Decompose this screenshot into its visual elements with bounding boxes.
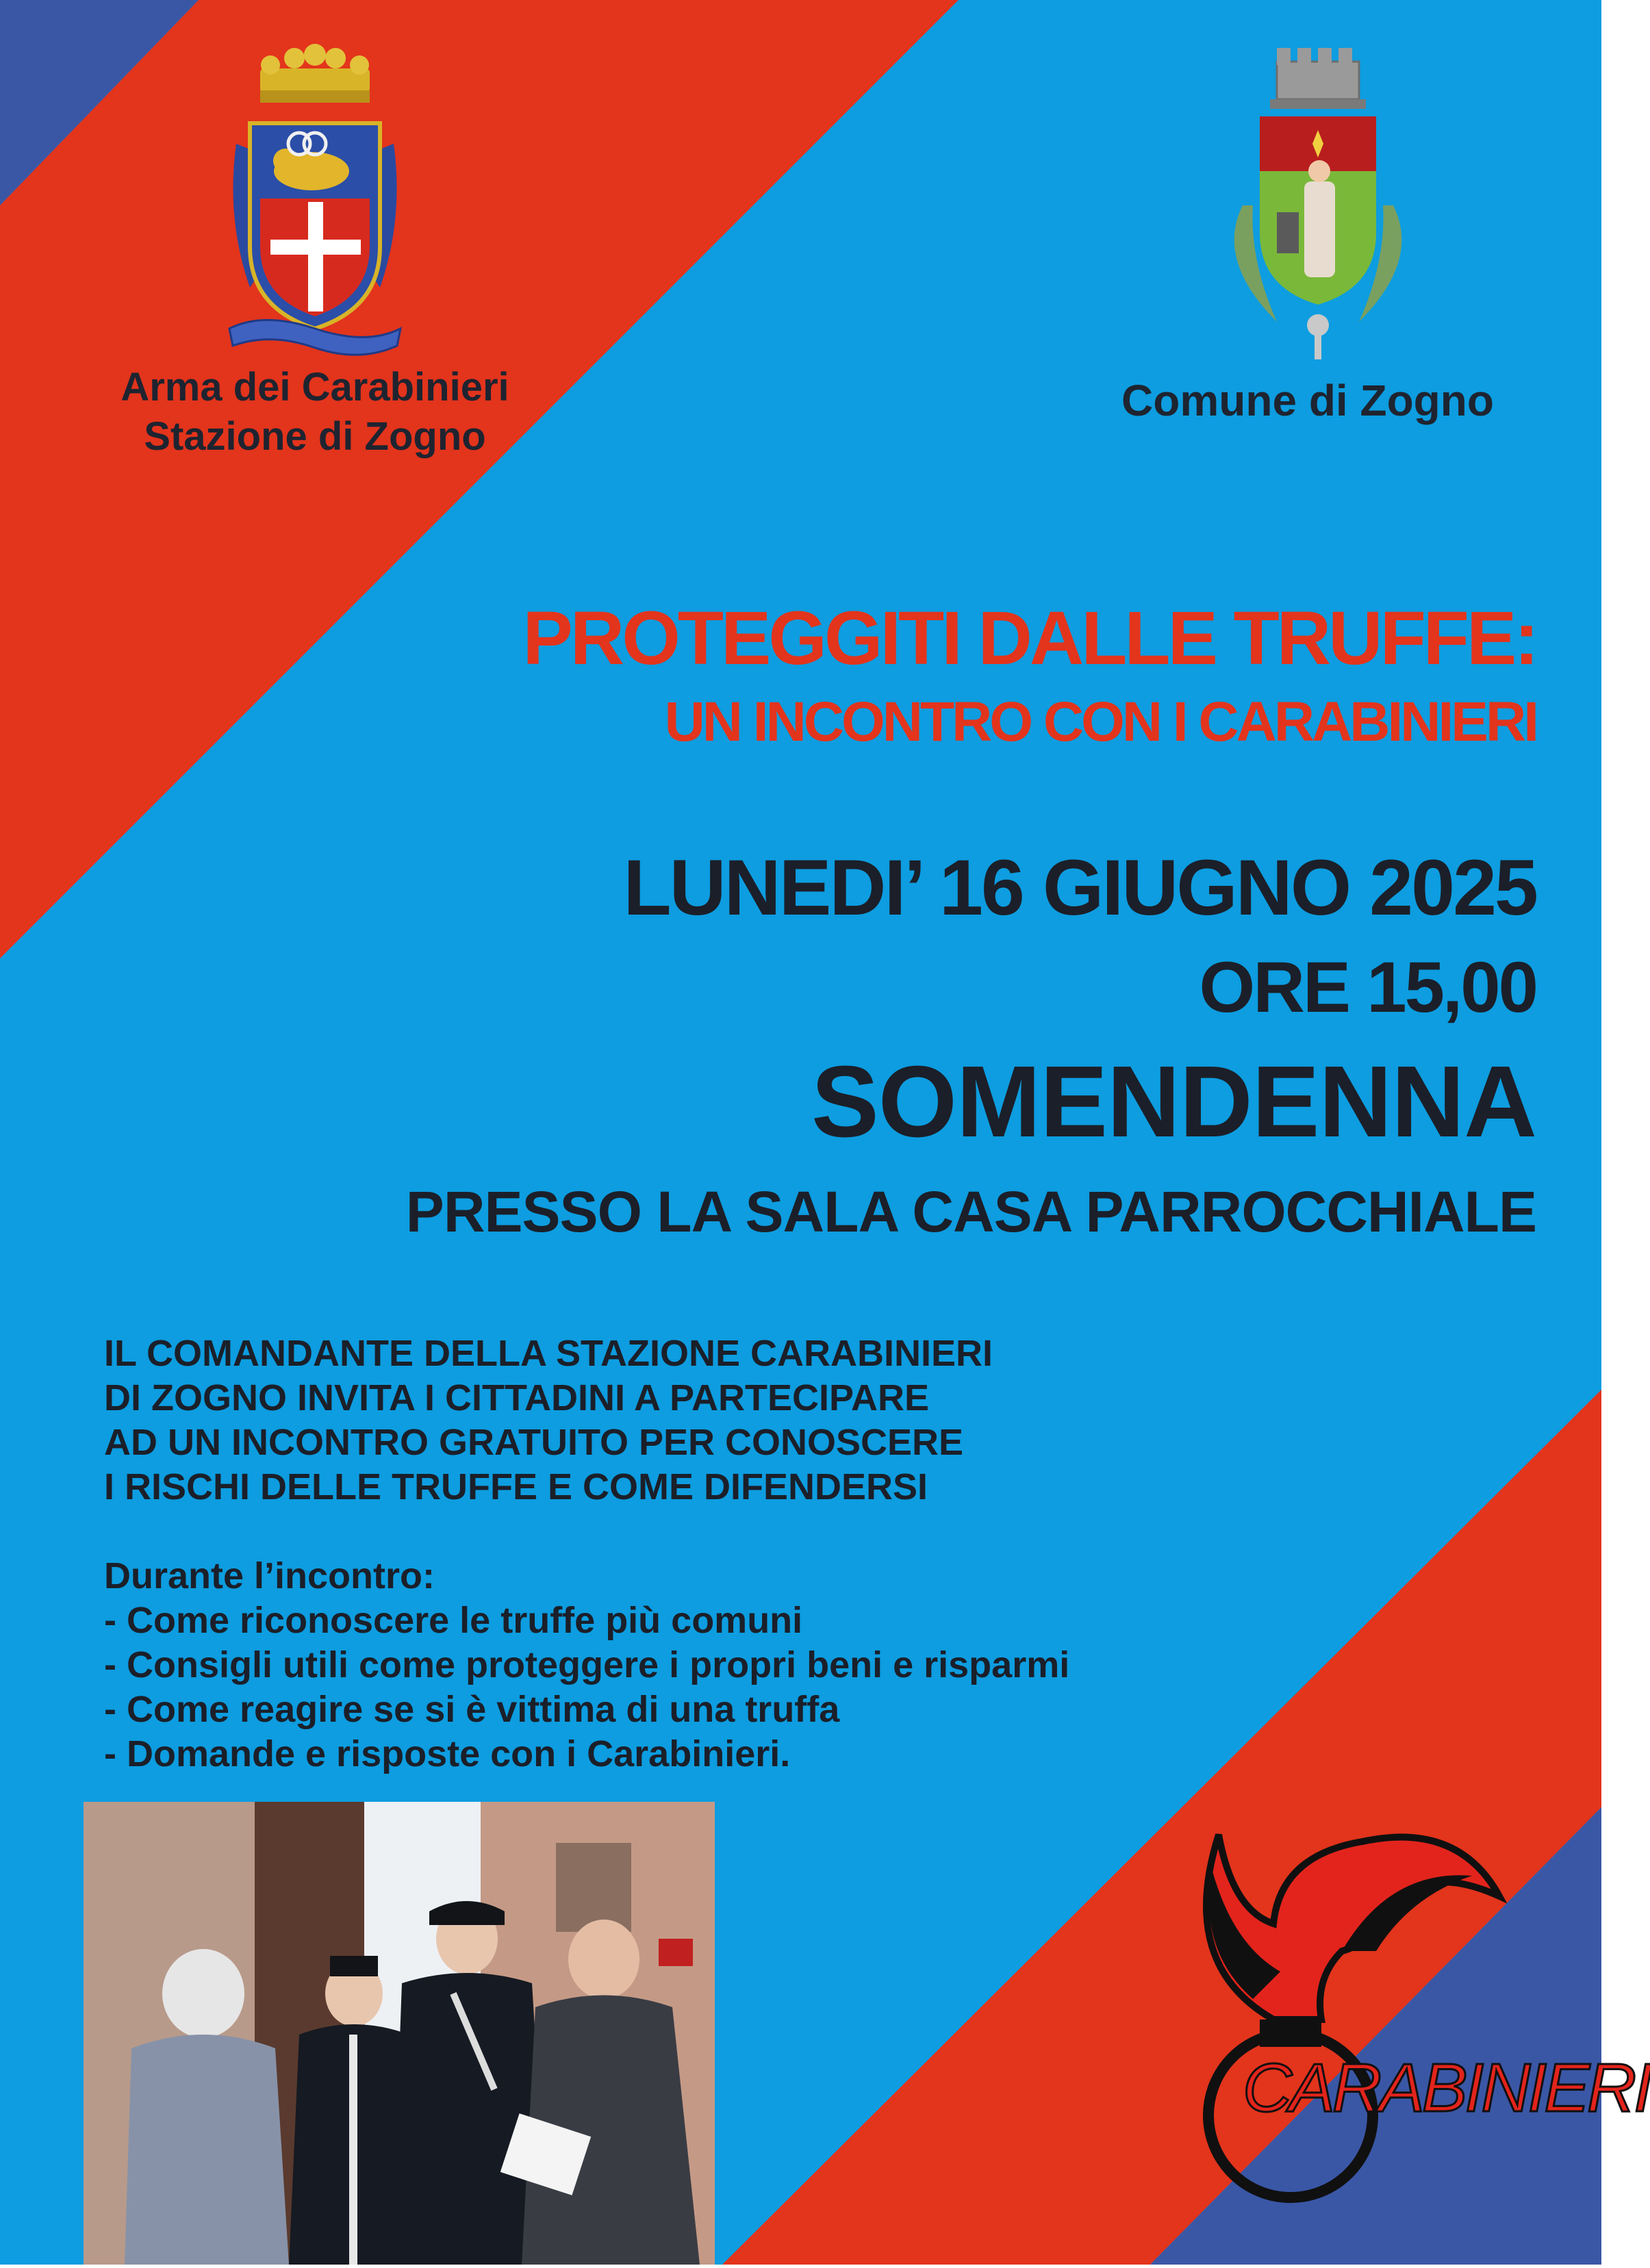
carabinieri-org-line2: Stazione di Zogno: [144, 414, 486, 459]
invitation-line: DI ZOGNO INVITA I CITTADINI A PARTECIPARE: [104, 1377, 929, 1418]
invitation-line: AD UN INCONTRO GRATUITO PER CONOSCERE: [104, 1422, 964, 1463]
subtitle: UN INCONTRO CON I CARABINIERI: [664, 691, 1536, 753]
event-time: ORE 15,00: [1199, 947, 1536, 1028]
invitation-line: IL COMANDANTE DELLA STAZIONE CARABINIERI: [104, 1333, 993, 1374]
agenda-item: - Consigli utili come proteggere i propri beni e risparmi: [104, 1644, 1070, 1685]
carabinieri-logo-text: CARABINIERI: [1243, 2050, 1650, 2126]
carabinieri-org-name: [68, 363, 561, 461]
invitation-text: [104, 1332, 993, 1509]
carabinieri-meeting-citizens-illustration: [84, 1802, 715, 2265]
agenda-heading: Durante l’incontro:: [104, 1555, 435, 1596]
invitation-line: I RISCHI DELLE TRUFFE E COME DIFENDERSI: [104, 1466, 928, 1507]
carabinieri-coat-of-arms-icon: [223, 41, 407, 349]
agenda: [104, 1554, 1069, 1776]
carabinieri-org-line1: Arma dei Carabinieri: [120, 365, 509, 409]
main-title: PROTEGGITI DALLE TRUFFE:: [522, 596, 1536, 680]
agenda-item: - Come riconoscere le truffe più comuni: [104, 1600, 803, 1641]
event-venue: PRESSO LA SALA CASA PARROCCHIALE: [405, 1180, 1536, 1244]
zogno-coat-of-arms-icon: [1202, 34, 1434, 370]
event-date: LUNEDI’ 16 GIUGNO 2025: [623, 844, 1536, 932]
municipality-name: Comune di Zogno: [1121, 376, 1494, 425]
agenda-item: - Come reagire se si è vittima di una truffa: [104, 1689, 840, 1730]
agenda-item: - Domande e risposte con i Carabinieri.: [104, 1733, 791, 1774]
event-place: SOMENDENNA: [811, 1045, 1536, 1158]
